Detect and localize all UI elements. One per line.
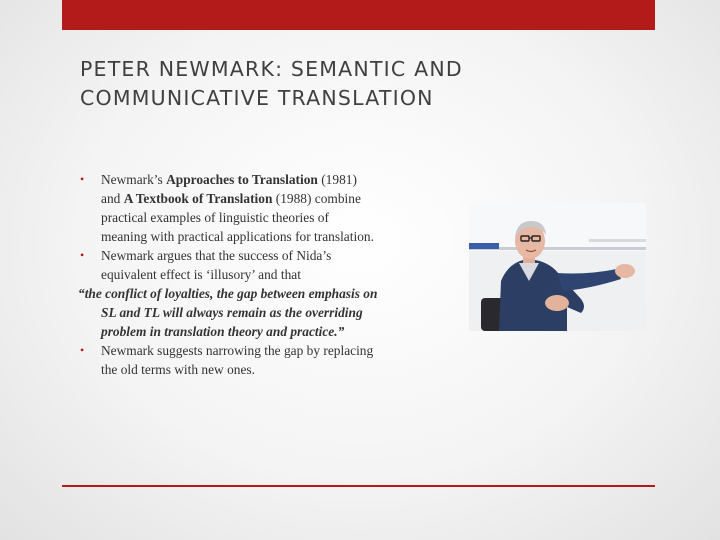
bullet-3-text: Newmark suggests narrowing the gap by replacing the old terms with new ones. [101, 343, 374, 377]
bullet-item-2 [78, 246, 378, 284]
bullet-item-1 [78, 170, 378, 246]
slide-body [78, 170, 378, 379]
bullet-dot: • [80, 343, 85, 357]
title-line-2: COMMUNICATIVE TRANSLATION [80, 86, 434, 110]
bottom-accent-line [62, 485, 655, 487]
portrait-photo [469, 203, 646, 331]
book-title-approaches: Approaches to Translation [166, 172, 318, 187]
bullet-1-text-b: (1981) and [101, 172, 357, 206]
newmark-quote: “the conflict of loyalties, the gap between emphasis on SL and TL will always remain as the overriding problem in translation theory and practice.” [78, 286, 378, 339]
bullet-1-text-c: (1988) combine practical examples of linguistic theories of meaning with practical applications for translation. [101, 191, 374, 244]
title-line-1: PETER NEWMARK: SEMANTIC AND [80, 57, 463, 81]
bullet-2-text: Newmark argues that the success of Nida’s equivalent effect is ‘illusory’ and that [101, 248, 332, 282]
slide-title [80, 55, 640, 113]
bullet-dot: • [80, 248, 85, 262]
book-title-textbook: A Textbook of Translation [123, 191, 273, 206]
bullet-item-3 [78, 341, 378, 379]
bullet-1-text-a: Newmark’s [101, 172, 167, 187]
bullet-dot: • [80, 172, 85, 186]
top-accent-bar [62, 0, 655, 30]
